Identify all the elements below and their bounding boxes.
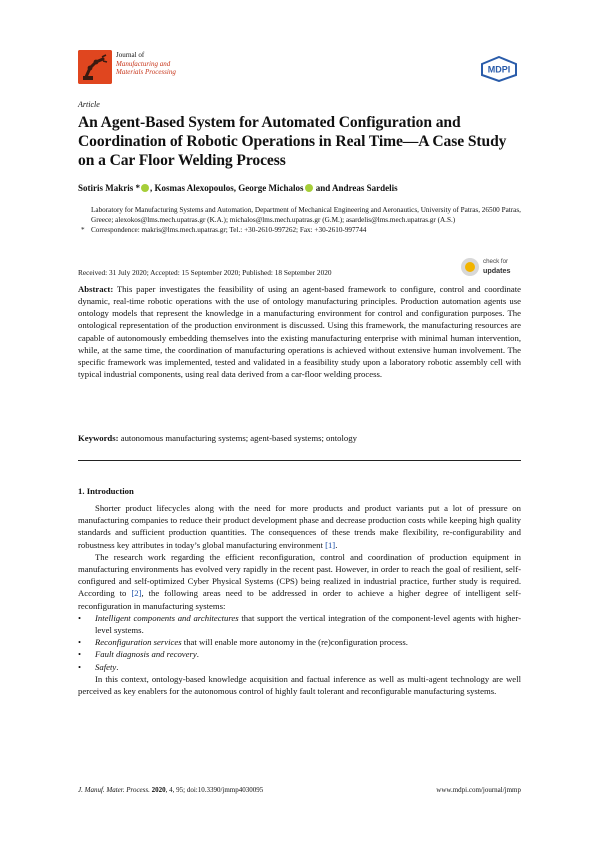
author-name: Andreas Sardelis (332, 183, 398, 193)
author-name: Kosmas Alexopoulos (154, 183, 234, 193)
affiliations (81, 206, 521, 236)
list-item-emphasis: Reconfiguration services (95, 637, 182, 648)
keywords-label: Keywords: (78, 433, 119, 443)
list-item-text: . (116, 661, 119, 672)
journal-prefix: Journal of (116, 51, 145, 59)
section-divider (78, 460, 521, 461)
svg-text:MDPI: MDPI (487, 64, 511, 75)
check-updates-line2: updates (483, 266, 511, 275)
abstract-label: Abstract: (78, 284, 114, 294)
abstract (78, 283, 521, 380)
paragraph-text: The research work regarding the efficient reconfiguration, control and coordination of production equipment in manufacturing environments has evolved very rapidly in the recent past. However, in order to reach the goal of resilient, self-configured and self-optimized Cyber Physical Systems (CPS) being realized in industrial practice, further study is required. According to (78, 551, 521, 599)
orcid-icon[interactable] (141, 184, 149, 192)
author-separator: , (150, 183, 155, 193)
author-name: Sotiris Makris * (78, 183, 140, 193)
paragraph-text: Shorter product lifecycles along with the need for more products and product variants put a lot of pressure on manufacturing companies to reduce their product development phase and decrease production costs while keeping high quality standards and sufficient production quantities. The consequences of these trends make flexibility, re-configurability and robustness key attributes in today’s global manufacturing environment (78, 503, 521, 550)
paragraph (78, 551, 521, 612)
check-for-updates-button[interactable] (461, 256, 521, 278)
journal-name-line1: Manufacturing and (116, 59, 171, 68)
footer-url-link[interactable]: www.mdpi.com/journal/jmmp (436, 786, 521, 794)
mdpi-logo-icon (479, 56, 519, 82)
introduction-body (78, 502, 521, 697)
list-item (78, 661, 521, 673)
correspondence (81, 226, 521, 236)
mdpi-logo (479, 56, 519, 82)
list-item-text: that support the vertical integration of the component-level agents with higher-level systems. (95, 612, 521, 636)
list-item-emphasis: Safety (95, 661, 117, 672)
bullet: • (78, 649, 82, 660)
author-name: George Michalos (238, 183, 304, 193)
list-item (78, 612, 521, 636)
list-item (78, 648, 521, 660)
check-updates-icon (461, 258, 479, 276)
paragraph (78, 502, 521, 551)
correspondence-mark: * (81, 225, 85, 234)
paragraph-text: In this context, ontology-based knowledge acquisition and factual inference as well as multi-agent technology are well perceived as key enablers for the autonomous control of highly fault tolerant and reconfigurable manufacturing systems. (78, 673, 521, 697)
keywords-text: autonomous manufacturing systems; agent-based systems; ontology (120, 433, 357, 443)
list-item (78, 636, 521, 648)
author-list (78, 183, 398, 193)
list-item-text: . (196, 649, 199, 660)
list-item-emphasis: Intelligent components and architectures (95, 612, 239, 623)
footer-journal: J. Manuf. Mater. Process. (78, 786, 150, 794)
check-updates-line1: check for (483, 258, 509, 265)
bullet: • (78, 637, 82, 648)
journal-logo (78, 50, 112, 84)
paragraph (78, 673, 521, 697)
article-title: An Agent-Based System for Automated Configuration and Coordination of Robotic Operations in Real Time—A Case Study on a Car Floor Welding Process (78, 114, 507, 169)
footer-volume: , 4, 95; doi:10.3390/jmmp4030095 (165, 786, 264, 794)
affiliation (81, 206, 521, 226)
journal-name (116, 51, 176, 77)
footer-citation (78, 786, 263, 794)
section-heading: 1. Introduction (78, 486, 134, 496)
citation-link[interactable]: [2] (131, 588, 142, 599)
list-item-emphasis: Fault diagnosis and recovery (95, 649, 197, 660)
journal-name-line2: Materials Processing (116, 68, 176, 77)
author-separator: , (233, 183, 239, 193)
author-separator: and (313, 183, 333, 193)
publication-dates: Received: 31 July 2020; Accepted: 15 September 2020; Published: 18 September 2020 (78, 268, 332, 277)
bullet: • (78, 661, 82, 672)
affiliation-text: Laboratory for Manufacturing Systems and Automation, Department of Mechanical Engineering and Aeronautics, University of Patras, 26500 Patras, Greece; alexokos@lms.mech.upatras.gr (K.A.); michalos@lms.mech.upatras.gr (G.M.); asardelis@lms.mech.upatras.gr (A.S.) (91, 206, 521, 224)
citation-link[interactable]: [1] (325, 539, 336, 550)
abstract-text: This paper investigates the feasibility of using an agent-based framework to configure, control and coordinate dynamic, real-time robotic operations with the use of ontology manufacturing principles. Production automation agents use ontology models that represent the knowledge in a manufacturing environment for control and configuration purposes. The ontological representation of the production environment is discussed. Using this framework, the manufacturing resources are capable of autonomously embedding themselves into the existing manufacturing enterprise with minimal human intervention, while, at the same time, the coordination of manufacturing operations is achieved without extensive human involvement. The specific framework was implemented, tested and validated in a feasibility study upon a laboratory robotic assembly cell with typical industrial components, using real data derived from a car-floor welding process. (78, 284, 521, 380)
requirements-list (78, 612, 521, 673)
paragraph-text: , the following areas need to be addressed in order to achieve a higher degree of intelligent self-reconfiguration in manufacturing systems: (78, 588, 521, 611)
list-item-text: that will enable more autonomy in the (re)configuration process. (181, 637, 408, 648)
keywords (78, 432, 521, 444)
footer-year: 2020 (151, 786, 166, 794)
robot-arm-icon (78, 50, 112, 84)
paragraph-text: . (335, 539, 338, 550)
bullet: • (78, 612, 82, 623)
orcid-icon[interactable] (305, 184, 313, 192)
correspondence-text: Correspondence: makris@lms.mech.upatras.gr; Tel.: +30-2610-997262; Fax: +30-2610-997744 (91, 225, 367, 234)
article-type: Article (78, 100, 100, 109)
